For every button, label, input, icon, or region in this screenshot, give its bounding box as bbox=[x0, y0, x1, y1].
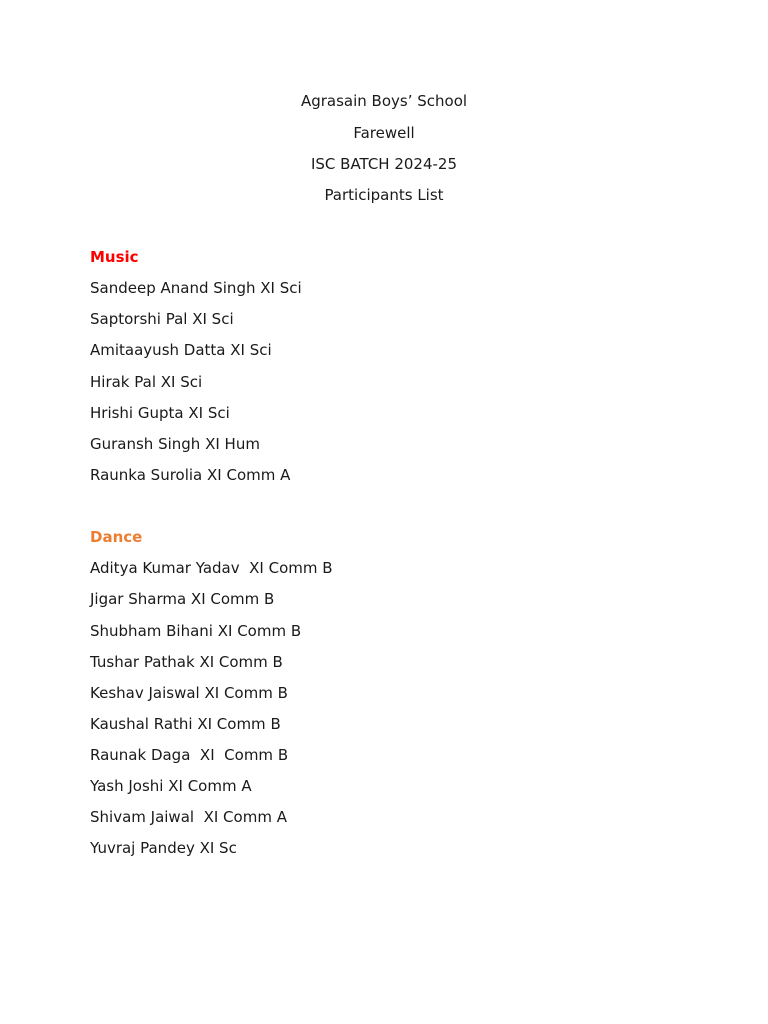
list-item: Raunak Daga XI Comm B bbox=[90, 746, 289, 764]
list-item: Kaushal Rathi XI Comm B bbox=[90, 715, 281, 733]
list-item: Raunka Surolia XI Comm A bbox=[90, 466, 291, 484]
list-item: Keshav Jaiswal XI Comm B bbox=[90, 684, 288, 702]
list-title: Participants List bbox=[324, 186, 444, 204]
list-item: Tushar Pathak XI Comm B bbox=[90, 653, 283, 671]
school-name: Agrasain Boys’ School bbox=[300, 92, 468, 110]
list-item: Yash Joshi XI Comm A bbox=[90, 777, 252, 795]
music-heading: Music bbox=[90, 248, 139, 266]
list-item: Hirak Pal XI Sci bbox=[90, 373, 203, 391]
list-item: Aditya Kumar Yadav XI Comm B bbox=[90, 559, 333, 577]
list-item: Sandeep Anand Singh XI Sci bbox=[90, 279, 302, 297]
list-item: Shivam Jaiwal XI Comm A bbox=[90, 808, 287, 826]
dance-heading: Dance bbox=[90, 528, 143, 546]
event-name: Farewell bbox=[353, 124, 415, 142]
list-item: Yuvraj Pandey XI Sc bbox=[90, 839, 237, 857]
list-item: Shubham Bihani XI Comm B bbox=[90, 622, 302, 640]
list-item: Jigar Sharma XI Comm B bbox=[90, 590, 275, 608]
list-item: Saptorshi Pal XI Sci bbox=[90, 310, 234, 328]
batch-name: ISC BATCH 2024-25 bbox=[310, 155, 458, 173]
list-item: Guransh Singh XI Hum bbox=[90, 435, 260, 453]
list-item: Amitaayush Datta XI Sci bbox=[90, 341, 272, 359]
list-item: Hrishi Gupta XI Sci bbox=[90, 404, 230, 422]
